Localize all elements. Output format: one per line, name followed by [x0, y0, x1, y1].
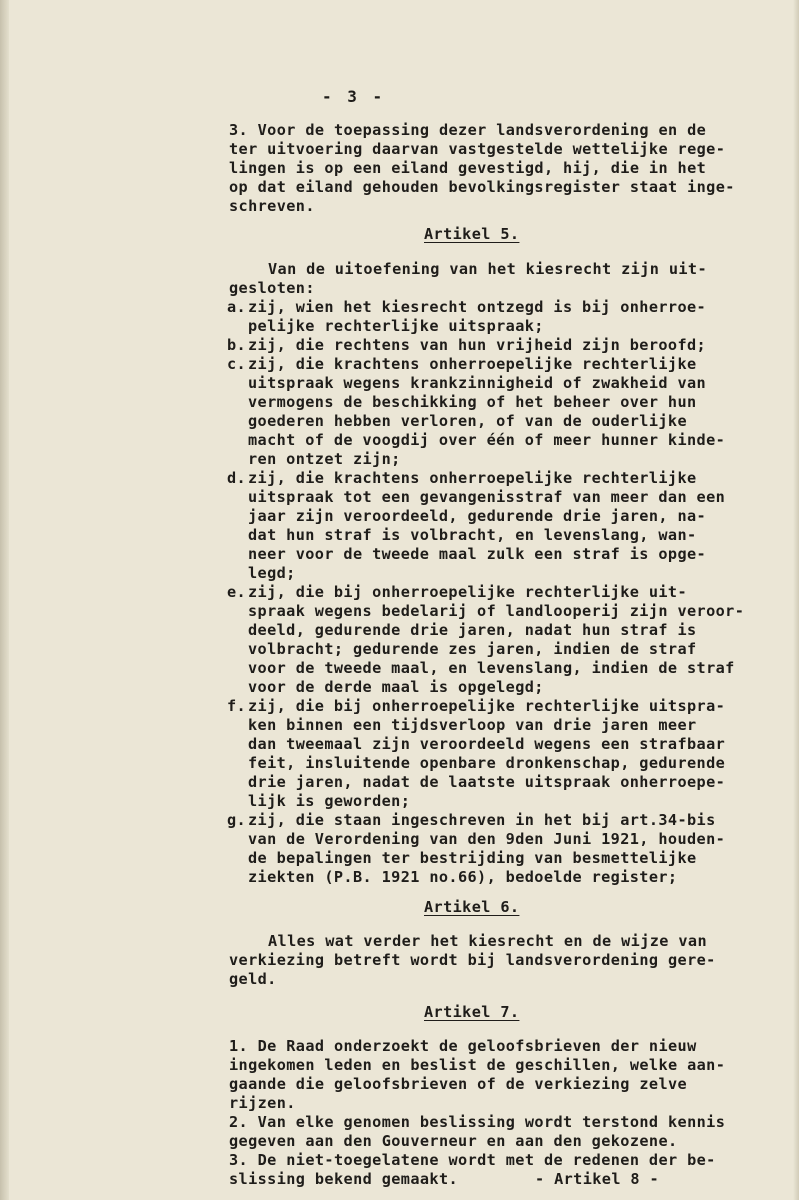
item-g-line: van de Verordening van den 9den Juni 1921, houden-: [248, 830, 726, 848]
item-e-line: voor de tweede maal, en levenslang, indien de straf: [248, 659, 735, 677]
item-d-line: neer voor de tweede maal zulk een straf is opge-: [248, 545, 707, 563]
section3-line: schreven.: [229, 197, 315, 215]
item-g-line: de bepalingen ter bestrijding van besmettelijke: [248, 849, 697, 867]
item-g-line: ziekten (P.B. 1921 no.66), bedoelde register;: [248, 868, 678, 886]
item-d-line: legd;: [248, 564, 296, 582]
item-label-b: b.: [227, 336, 247, 354]
item-e-line: zij, die bij onherroepelijke rechterlijke uit-: [248, 583, 688, 601]
artikel7-line: rijzen.: [229, 1094, 296, 1112]
item-b-line: zij, die rechtens van hun vrijheid zijn beroofd;: [248, 336, 707, 354]
item-c-line: macht of de voogdij over één of meer hunner kinde-: [248, 431, 726, 449]
item-d-line: dat hun straf is volbracht, en levenslang, wan-: [248, 526, 697, 544]
item-f-line: ken binnen een tijdsverloop van drie jaren meer: [248, 716, 697, 734]
item-label-d: d.: [227, 469, 247, 487]
item-label-g: g.: [227, 811, 247, 829]
artikel5-intro-line: Van de uitoefening van het kiesrecht zijn uit-: [268, 260, 708, 278]
section3-line: ter uitvoering daarvan vastgestelde wettelijke rege-: [229, 140, 726, 158]
item-f-line: zij, die bij onherroepelijke rechterlijke uitspra-: [248, 697, 726, 715]
section3-line: op dat eiland gehouden bevolkingsregister staat inge-: [229, 178, 735, 196]
artikel6-heading: Artikel 6.: [424, 898, 520, 916]
artikel7-line: 2. Van elke genomen beslissing wordt terstond kennis: [229, 1113, 726, 1131]
item-g-line: zij, die staan ingeschreven in het bij art.34-bis: [248, 811, 716, 829]
item-d-line: zij, die krachtens onherroepelijke rechterlijke: [248, 469, 697, 487]
item-label-e: e.: [227, 583, 247, 601]
item-e-line: deeld, gedurende drie jaren, nadat hun straf is: [248, 621, 697, 639]
item-e-line: spraak wegens bedelarij of landlooperij zijn veroor-: [248, 602, 745, 620]
item-e-line: volbracht; gedurende zes jaren, indien de straf: [248, 640, 697, 658]
item-c-line: zij, die krachtens onherroepelijke rechterlijke: [248, 355, 697, 373]
artikel7-line: 3. De niet-toegelatene wordt met de redenen der be-: [229, 1151, 716, 1169]
artikel6-line: verkiezing betreft wordt bij landsverordening gere-: [229, 951, 716, 969]
artikel7-line: slissing bekend gemaakt.: [229, 1170, 459, 1188]
item-f-line: dan tweemaal zijn veroordeeld wegens een strafbaar: [248, 735, 726, 753]
item-label-c: c.: [227, 355, 247, 373]
item-e-line: voor de derde maal is opgelegd;: [248, 678, 544, 696]
artikel5-heading: Artikel 5.: [424, 225, 520, 243]
artikel5-intro-line: gesloten:: [229, 279, 315, 297]
item-f-line: drie jaren, nadat de laatste uitspraak onherroepe-: [248, 773, 726, 791]
item-c-line: goederen hebben verloren, of van de ouderlijke: [248, 412, 688, 430]
scan-left-edge: [0, 0, 9, 1200]
item-a-line: pelijke rechterlijke uitspraak;: [248, 317, 544, 335]
item-d-line: uitspraak tot een gevangenisstraf van meer dan een: [248, 488, 726, 506]
artikel6-line: geld.: [229, 970, 277, 988]
section3-line: lingen is op een eiland gevestigd, hij, die in het: [229, 159, 707, 177]
item-d-line: jaar zijn veroordeeld, gedurende drie jaren, na-: [248, 507, 707, 525]
item-f-line: feit, insluitende openbare dronkenschap, gedurende: [248, 754, 726, 772]
artikel7-line: 1. De Raad onderzoekt de geloofsbrieven der nieuw: [229, 1037, 697, 1055]
artikel7-heading: Artikel 7.: [424, 1003, 520, 1021]
page-number: - 3 -: [322, 87, 386, 106]
section3-line: 3. Voor de toepassing dezer landsverordening en de: [229, 121, 707, 139]
item-c-line: vermogens de beschikking of het beheer over hun: [248, 393, 697, 411]
artikel7-line: ingekomen leden en beslist de geschillen, welke aan-: [229, 1056, 726, 1074]
item-f-line: lijk is geworden;: [248, 792, 411, 810]
artikel6-line: Alles wat verder het kiesrecht en de wijze van: [268, 932, 708, 950]
item-c-line: uitspraak wegens krankzinnigheid of zwakheid van: [248, 374, 707, 392]
artikel7-line: gaande die geloofsbrieven of de verkiezing zelve: [229, 1075, 688, 1093]
item-a-line: zij, wien het kiesrecht ontzegd is bij onherroe-: [248, 298, 707, 316]
item-c-line: ren ontzet zijn;: [248, 450, 401, 468]
catchword: - Artikel 8 -: [535, 1170, 660, 1188]
item-label-a: a.: [227, 298, 247, 316]
artikel7-line: gegeven aan den Gouverneur en aan den gekozene.: [229, 1132, 678, 1150]
scan-right-edge: [793, 0, 799, 1200]
item-label-f: f.: [227, 697, 247, 715]
